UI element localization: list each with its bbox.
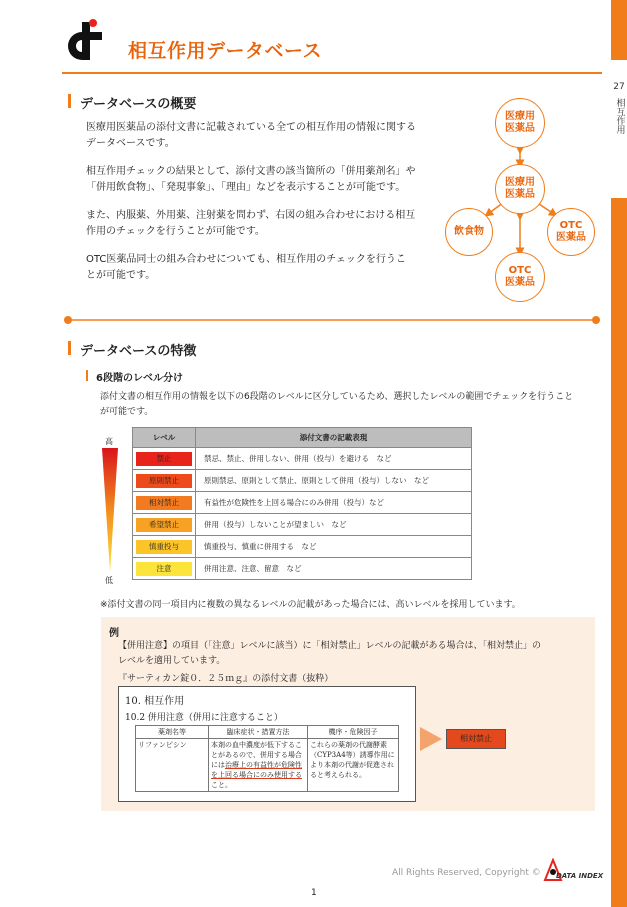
overview-line: とが可能です。 [86,270,156,281]
section-marker [68,94,71,108]
arrow-right-icon [420,727,442,751]
level-scale-bar [102,448,118,572]
overview-line: また、内服薬、外用薬、注射薬を問わず、右図の組み合わせにおける相互 [86,210,416,221]
level-table [132,427,472,580]
node-text: 医療用 [505,177,535,188]
overview-heading: データベースの概要 [80,97,197,112]
doc-subsection-title: 10.2 併用注意（併用に注意すること） [125,713,283,723]
doc-section-title: 10. 相互作用 [125,696,185,707]
doc-col-header: 薬剤名等 [136,726,209,739]
package-insert-excerpt [118,686,416,802]
overview-line: 「併用飲食物」、「発現事象」、「理由」などを表示することが可能です。 [86,182,406,193]
level-cell [133,492,196,514]
footer-brand: DATA INDEX [556,872,604,880]
header-rule [62,72,602,74]
doc-clinical-text [209,739,308,792]
doc-col-header: 機序・危険因子 [308,726,399,739]
overview-line: OTC医薬品同士の組み合わせについても、相互作用のチェックを行うこ [86,254,406,265]
level-description: 有益性が危険性を上回る場合にのみ併用（投与）など [196,492,472,514]
example-line: 【併用注意】の項目（「注意」レベルに該当）に「相対禁止」レベルの記載がある場合は、「相対禁止」の [118,641,542,651]
node-text: 医薬品 [505,189,535,200]
level-swatch: 慎重投与 [136,540,192,554]
overview-line: 相互作用チェックの結果として、添付文書の該当箇所の「併用薬剤名」や [86,166,416,177]
level-row [133,514,472,536]
subsection-marker [86,370,88,381]
data-index-logo-icon [62,18,108,64]
level-swatch: 禁止 [136,452,192,466]
footer-page-number: 1 [311,888,317,898]
level-swatch: 希望禁止 [136,518,192,532]
side-label [613,98,625,138]
example-text [118,639,588,669]
section-marker [68,341,71,355]
node-text: 飲食物 [454,226,484,237]
section-divider [62,314,602,326]
side-page-number: 27 [613,82,625,92]
doc-table [135,725,399,792]
level-swatch: 相対禁止 [136,496,192,510]
level-swatch: 注意 [136,562,192,576]
level-description: 併用（投与）しないことが望ましい など [196,514,472,536]
level-cell [133,514,196,536]
node-text: OTC [508,265,532,276]
overview-text [86,120,456,284]
diagram-node-otc-bottom [495,252,545,302]
level-row [133,470,472,492]
level-cell [133,470,196,492]
doc-col-header: 臨床症状・措置方法 [209,726,308,739]
features-note: ※添付文書の同一項目内に複数の異なるレベルの記載があった場合には、高いレベルを採用しています。 [100,600,521,610]
node-text: 医薬品 [556,232,586,243]
features-intro-line: が可能です。 [100,407,154,417]
level-row [133,448,472,470]
edge-tab [611,0,627,60]
diagram-node-rx-center [495,164,545,214]
node-text: 医薬品 [505,277,535,288]
features-intro [100,390,600,420]
level-description: 原則禁忌、原則として禁止、原則として併用（投与）しない など [196,470,472,492]
doc-drug-name: リファンピシン [136,739,209,792]
level-cell [133,558,196,580]
scale-low-label: 低 [105,576,113,585]
level-description: 禁忌、禁止、併用しない、併用（投与）を避ける など [196,448,472,470]
footer-copyright: All Rights Reserved, Copyright © [392,868,541,878]
scale-high-label: 高 [105,437,113,446]
features-heading: データベースの特徴 [80,344,197,359]
col-header-level: レベル [133,428,196,448]
doc-clinical-plain: 本剤の血中濃度が低下することがあるので、併用する場合には [211,741,302,769]
example-label: 例 [109,628,119,639]
node-text: 医薬品 [505,123,535,134]
level-swatch: 原則禁止 [136,474,192,488]
level-description: 併用注意、注意、留意 など [196,558,472,580]
doc-mechanism: これらの薬剤の代謝酵素（CYP3A4等）誘導作用により本剤の代謝が促進されると考えられる。 [308,739,399,792]
side-label-text: 相互作用 [614,98,625,134]
diagram-node-otc-right [547,208,595,256]
level-cell [133,448,196,470]
edge-bar [611,198,627,907]
node-text: 医療用 [505,111,535,122]
overview-line: 医療用医薬品の添付文書に記載されている全ての相互作用の情報に関する [86,122,416,133]
diagram-node-rx-top [495,98,545,148]
col-header-desc: 添付文書の記載表現 [196,428,472,448]
example-line: レベルを適用しています。 [118,656,226,666]
features-subheading: 6段階のレベル分け [96,373,183,384]
level-row [133,558,472,580]
page-title: 相互作用データベース [128,40,323,62]
doc-clinical-underlined: 治療上の有益性が危険性を上回る場合にのみ使用する [211,761,302,779]
level-row [133,536,472,558]
features-intro-line: 添付文書の相互作用の情報を以下の6段階のレベルに区分しているため、選択したレベルの範囲でチェックを行うこと [100,392,574,402]
level-description: 慎重投与、慎重に併用する など [196,536,472,558]
node-text: OTC [559,220,583,231]
level-cell [133,536,196,558]
overview-line: 作用のチェックを行うことが可能です。 [86,226,265,237]
diagram-node-food [445,208,493,256]
level-row [133,492,472,514]
doc-caption: 『サーティカン錠０．２５ｍｇ』の添付文書（抜粋） [118,674,334,684]
doc-clinical-end: こと。 [211,781,232,789]
result-level-badge: 相対禁止 [446,729,506,749]
overview-line: データベースです。 [86,138,175,149]
